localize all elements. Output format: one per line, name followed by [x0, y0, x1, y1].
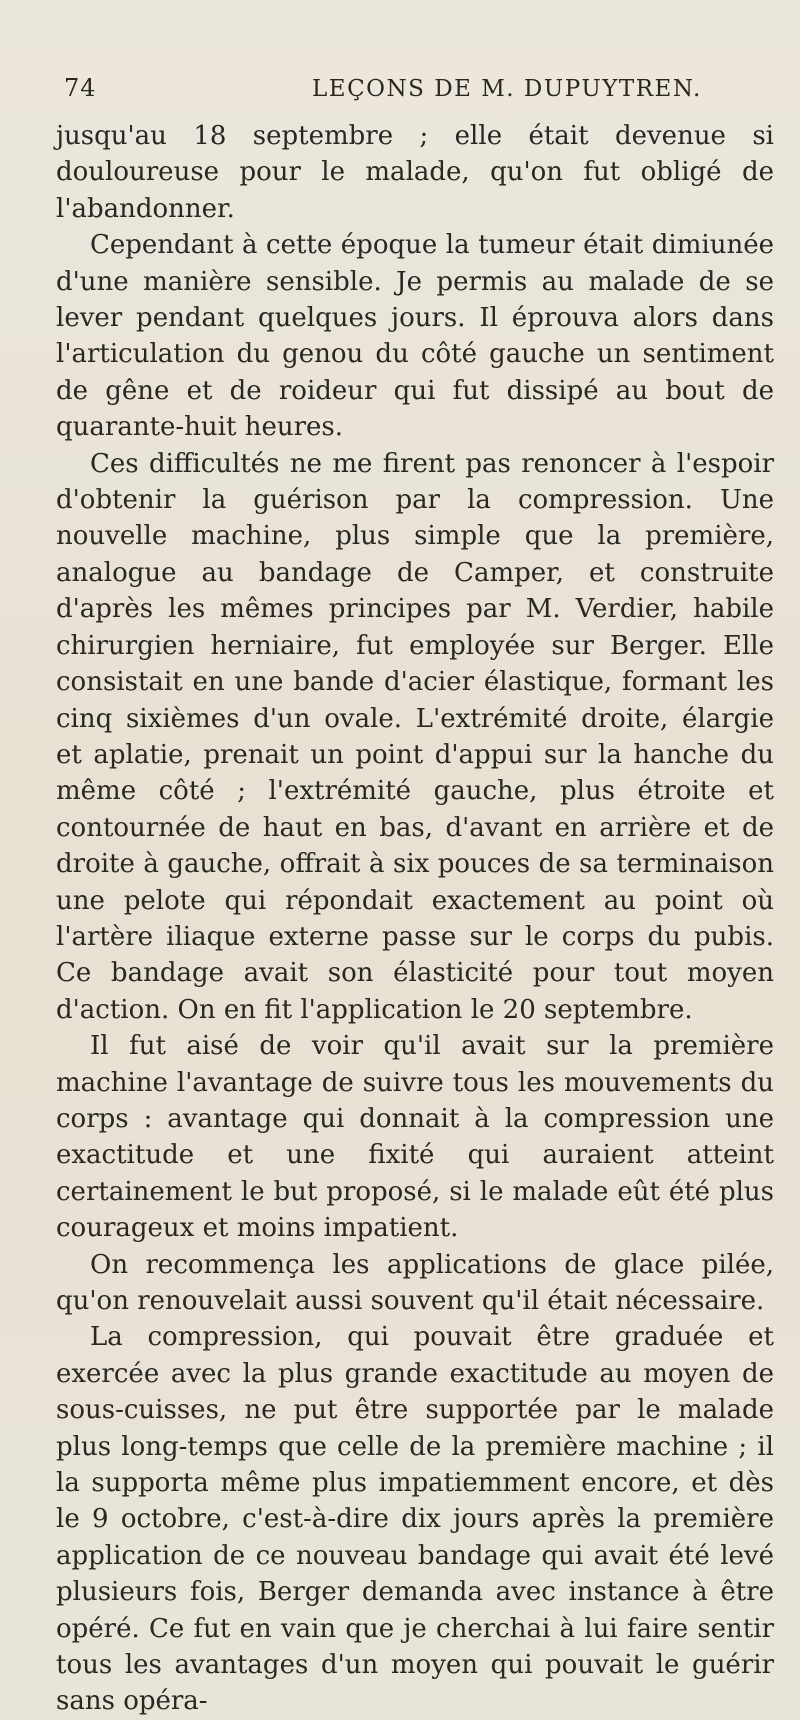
- paragraph: La compression, qui pouvait être graduée et exercée avec la plus grande exactitude au moyen de sous-cuisses, ne put être supportée par le malade plus long-temps que celle de la première machine ; il la supporta même plus impatiemment encore, et dès le 9 octobre, c'est-à-dire dix jours après la première application de ce nouveau bandage qui avait été levé plusieurs fois, Berger demanda avec instance à être opéré. Ce fut en vain que je cherchai à lui faire sentir tous les avantages d'un moyen qui pouvait le guérir sans opéra-: [56, 1322, 774, 1717]
- paragraph-continuation: jusqu'au 18 septembre ; elle était devenue si douloureuse pour le malade, qu'on fut obligé de l'abandonner.: [56, 121, 774, 224]
- page-header: [56, 74, 774, 114]
- page-number: 74: [64, 74, 97, 102]
- paragraph: Ces difficultés ne me firent pas renoncer à l'espoir d'obtenir la guérison par la compression. Une nouvelle machine, plus simple que la première, analogue au bandage de Camper, et construite d'après les mêmes principes par M. Verdier, habile chirurgien herniaire, fut employée sur Berger. Elle consistait en une bande d'acier élastique, formant les cinq sixièmes d'un ovale. L'extrémité droite, élargie et aplatie, prenait un point d'appui sur la hanche du même côté ; l'extrémité gauche, plus étroite et contournée de haut en bas, d'avant en arrière et de droite à gauche, offrait à six pouces de sa terminaison une pelote qui répondait exactement au point où l'artère iliaque externe passe sur le corps du pubis. Ce bandage avait son élasticité pour tout moyen d'action. On en fit l'application le 20 septembre.: [56, 448, 774, 1025]
- paragraph: Il fut aisé de voir qu'il avait sur la première machine l'avantage de suivre tous les mouvements du corps : avantage qui donnait à la compression une exactitude et une fixité qui auraient atteint certainement le but proposé, si le malade eût été plus courageux et moins impatient.: [56, 1031, 774, 1244]
- running-head: LEÇONS DE M. DUPUYTREN.: [312, 76, 702, 102]
- paragraph: Cependant à cette époque la tumeur était dimiunée d'une manière sensible. Je permis au malade de se lever pendant quelques jours. Il éprouva alors dans l'articulation du genou du côté gauche un sentiment de gêne et de roideur qui fut dissipé au bout de quarante-huit heures.: [56, 230, 774, 443]
- paragraph: On recommença les applications de glace pilée, qu'on renouvelait aussi souvent qu'il était nécessaire.: [56, 1249, 774, 1316]
- page-body: [56, 118, 774, 1720]
